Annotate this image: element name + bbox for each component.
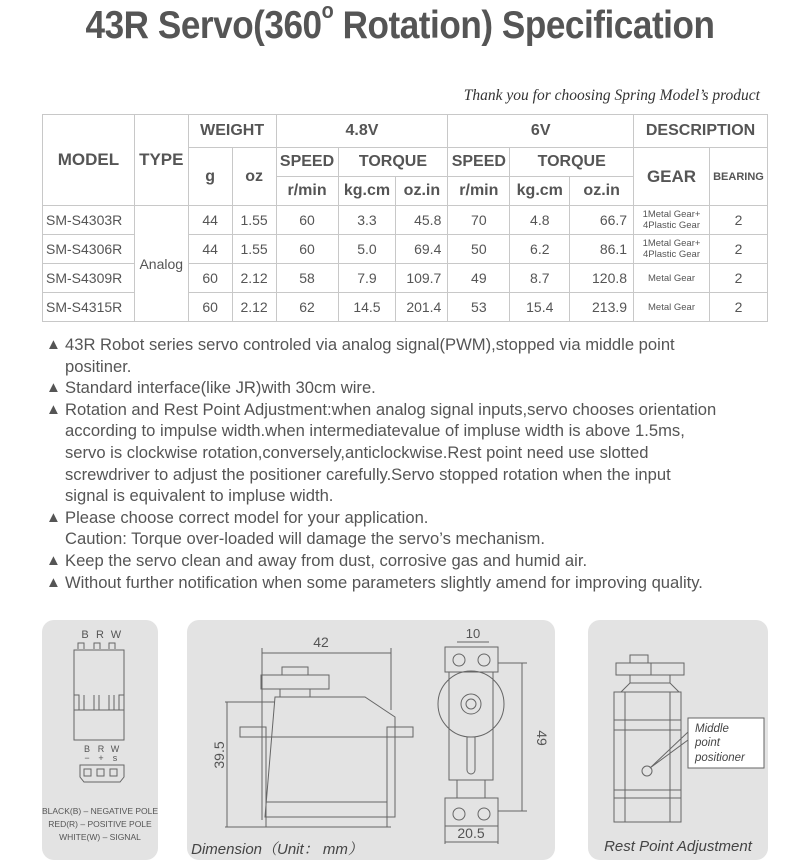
servo-front-view-icon: [614, 655, 764, 822]
note-line: [46, 572, 776, 594]
cell-ozin-48: 69.4: [396, 235, 448, 264]
cell-ozin-48: 109.7: [396, 264, 448, 293]
cell-speed-48: 58: [276, 264, 338, 293]
connector-top-label: R: [96, 629, 104, 641]
page-title: 43R Servo(360$^o$ Rotation) Specification: [85, 0, 715, 47]
cell-g: 44: [188, 235, 232, 264]
triangle-bullet-icon: ▲: [46, 573, 61, 591]
cell-kgcm-6: 4.8: [510, 206, 570, 235]
header-4-8v: 4.8V: [276, 115, 448, 148]
note-line: [46, 528, 776, 550]
dimension-diagram: [187, 620, 555, 860]
note-text: according to impulse width.when intermediatevalue of impluse width is above 1.5ms,: [65, 421, 685, 441]
header-ozin-6: oz.in: [570, 177, 634, 206]
callout-line: point: [695, 737, 720, 749]
header-torque-6: TORQUE: [510, 148, 634, 177]
note-line: [46, 377, 776, 399]
note-text: Keep the servo clean and away from dust, corrosive gas and humid air.: [65, 550, 588, 570]
header-ozin-48: oz.in: [396, 177, 448, 206]
connector-legend: WHITE(W) – SIGNAL: [59, 832, 141, 842]
cell-type: Analog: [134, 206, 188, 322]
cell-ozin-48: 201.4: [396, 293, 448, 322]
cell-oz: 1.55: [232, 235, 276, 264]
cell-ozin-6: 66.7: [570, 206, 634, 235]
connector-sign: s: [112, 753, 118, 763]
cell-bearing: 2: [709, 206, 767, 235]
header-torque-48: TORQUE: [338, 148, 448, 177]
cell-gear: Metal Gear: [634, 264, 710, 293]
note-text: 43R Robot series servo controled via analog signal(PWM),stopped via middle point: [65, 335, 675, 354]
header-type: TYPE: [134, 115, 188, 206]
callout-line: positioner: [695, 752, 745, 764]
gear-line: 1Metal Gear+: [642, 238, 701, 249]
connector-diagram: [42, 620, 158, 860]
note-line: [46, 356, 776, 378]
width-dimension: 42: [313, 634, 329, 650]
header-oz: oz: [232, 148, 276, 206]
connector-bottom-label: R: [97, 744, 105, 754]
header-kgcm-6: kg.cm: [510, 177, 570, 206]
cell-ozin-6: 120.8: [570, 264, 634, 293]
rest-point-caption: Rest Point Adjustment: [604, 838, 752, 855]
cell-speed-6: 70: [448, 206, 510, 235]
cell-bearing: 2: [709, 293, 767, 322]
note-line: [46, 464, 776, 486]
cell-speed-48: 60: [276, 235, 338, 264]
dimension-caption: Dimension（Unit： mm）: [191, 841, 363, 858]
connector-top-label: B: [81, 629, 89, 641]
cell-gear: [634, 206, 710, 235]
gear-line: 1Metal Gear+: [642, 209, 701, 220]
cell-kgcm-6: 8.7: [510, 264, 570, 293]
header-kgcm-48: kg.cm: [338, 177, 396, 206]
cell-speed-6: 53: [448, 293, 510, 322]
connector-socket-icon: [80, 765, 124, 782]
cell-speed-48: 60: [276, 206, 338, 235]
depth-dimension: 20.5: [457, 825, 485, 841]
cell-bearing: 2: [709, 235, 767, 264]
servo-side-view-icon: [225, 648, 413, 827]
note-line: [46, 442, 776, 464]
header-6v: 6V: [448, 115, 634, 148]
hole-dimension: 10: [465, 626, 481, 641]
note-line: [46, 420, 776, 442]
cell-g: 44: [188, 206, 232, 235]
note-line: [46, 334, 776, 356]
note-line: [46, 507, 776, 529]
triangle-bullet-icon: ▲: [46, 336, 61, 353]
header-g: g: [188, 148, 232, 206]
cell-g: 60: [188, 293, 232, 322]
cell-kgcm-6: 6.2: [510, 235, 570, 264]
cell-speed-6: 49: [448, 264, 510, 293]
header-bearing: BEARING: [709, 148, 767, 206]
note-text: Without further notification when some parameters slightly amend for improving quality.: [65, 572, 703, 592]
thanks-note: Thank you for choosing Spring Model’s product: [463, 87, 760, 104]
height-dimension: 39.5: [211, 741, 227, 769]
note-text: Please choose correct model for your application.: [65, 507, 429, 527]
triangle-bullet-icon: ▲: [46, 551, 61, 569]
cell-kgcm-48: 3.3: [338, 206, 396, 235]
header-rmin-48: r/min: [276, 177, 338, 206]
connector-sign: −: [84, 753, 90, 763]
callout-line: Middle: [695, 723, 729, 735]
cell-bearing: 2: [709, 264, 767, 293]
rest-point-panel: [588, 620, 768, 860]
cell-kgcm-48: 7.9: [338, 264, 396, 293]
cell-kgcm-48: 5.0: [338, 235, 396, 264]
length-dimension: 49: [534, 730, 550, 746]
cell-model: SM-S4303R: [43, 206, 135, 235]
header-weight: WEIGHT: [188, 115, 276, 148]
cell-ozin-48: 45.8: [396, 206, 448, 235]
note-line: [46, 399, 776, 421]
triangle-bullet-icon: ▲: [46, 400, 61, 418]
header-gear: GEAR: [634, 148, 710, 206]
cell-oz: 2.12: [232, 293, 276, 322]
note-text: signal is equivalent to impluse width.: [65, 486, 334, 506]
connector-panel: [42, 620, 158, 860]
triangle-bullet-icon: ▲: [46, 508, 61, 526]
cell-speed-6: 50: [448, 235, 510, 264]
gear-line: 4Plastic Gear: [642, 220, 701, 231]
cell-ozin-6: 86.1: [570, 235, 634, 264]
cell-kgcm-6: 15.4: [510, 293, 570, 322]
spec-table: [42, 114, 768, 322]
cell-model: SM-S4309R: [43, 264, 135, 293]
header-rmin-6: r/min: [448, 177, 510, 206]
cell-oz: 1.55: [232, 206, 276, 235]
connector-top-label: W: [110, 629, 122, 641]
table-row: [43, 206, 768, 235]
dimension-panel: [187, 620, 555, 860]
note-text: Standard interface(like JR)with 30cm wire.: [65, 378, 376, 398]
cell-model: SM-S4315R: [43, 293, 135, 322]
note-text: Caution: Torque over-loaded will damage the servo’s mechanism.: [65, 529, 545, 549]
note-text: servo is clockwise rotation,conversely,anticlockwise.Rest point need use slotted: [65, 442, 649, 462]
cell-g: 60: [188, 264, 232, 293]
note-line: [46, 550, 776, 572]
connector-legend: RED(R) – POSITIVE POLE: [48, 819, 152, 829]
rest-point-diagram: [588, 620, 768, 860]
servo-top-view-icon: [438, 642, 527, 844]
cell-speed-48: 62: [276, 293, 338, 322]
triangle-bullet-icon: ▲: [46, 379, 61, 397]
cell-gear: [634, 235, 710, 264]
note-text: Rotation and Rest Point Adjustment:when analog signal inputs,servo chooses orientation: [65, 399, 717, 419]
note-line: [46, 485, 776, 507]
cell-gear: Metal Gear: [634, 293, 710, 322]
connector-bottom-label: B: [83, 744, 91, 754]
connector-plug-icon: [74, 643, 124, 740]
cell-oz: 2.12: [232, 264, 276, 293]
connector-legend: BLACK(B) – NEGATIVE POLE: [42, 806, 158, 816]
header-speed-48: SPEED: [276, 148, 338, 177]
connector-bottom-label: W: [110, 744, 120, 754]
header-speed-6: SPEED: [448, 148, 510, 177]
header-description: DESCRIPTION: [634, 115, 768, 148]
cell-kgcm-48: 14.5: [338, 293, 396, 322]
connector-sign: +: [98, 753, 104, 763]
notes-list: [46, 334, 776, 593]
cell-model: SM-S4306R: [43, 235, 135, 264]
note-text: screwdriver to adjust the positioner carefully.Servo stopped rotation when the input: [65, 464, 671, 484]
gear-line: 4Plastic Gear: [642, 249, 701, 260]
header-model: MODEL: [43, 115, 135, 206]
note-text: positiner.: [65, 356, 132, 376]
cell-ozin-6: 213.9: [570, 293, 634, 322]
